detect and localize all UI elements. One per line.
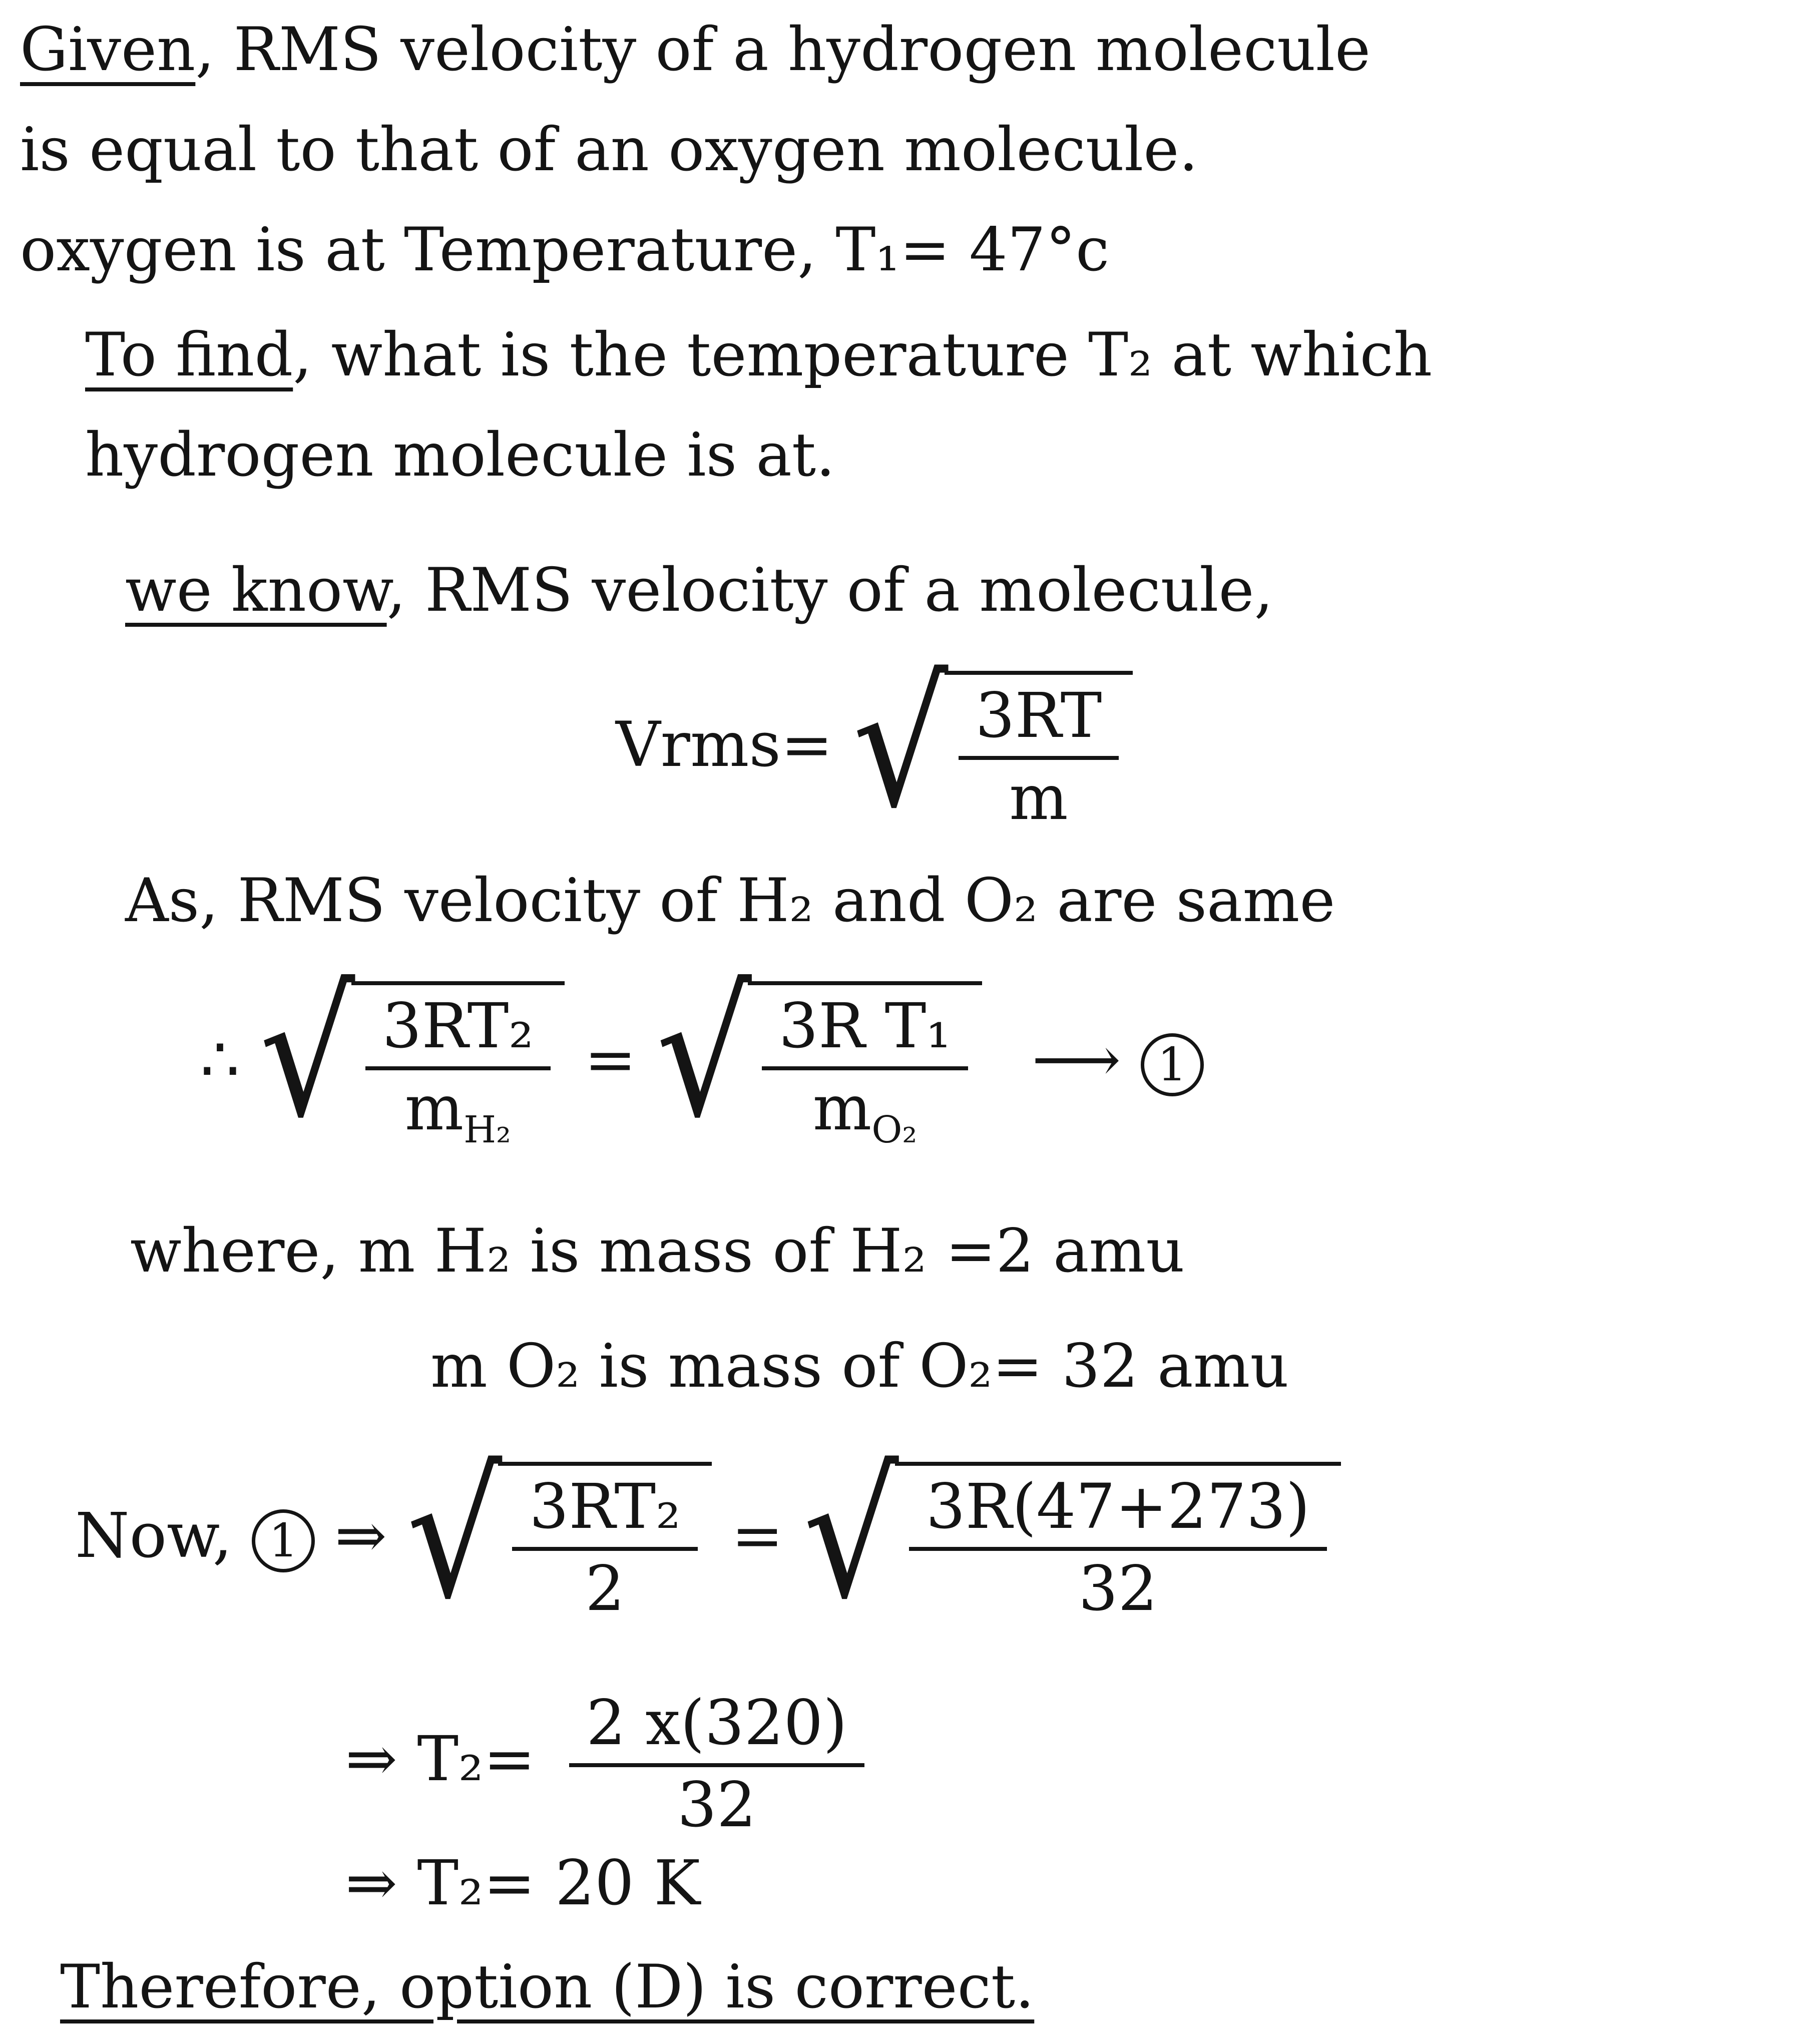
sqrt-sign-icon: √	[259, 954, 355, 1155]
given-heading: Given	[20, 15, 196, 85]
sqrt-sign-icon: √	[406, 1435, 503, 1637]
formula-numerator: 3RT	[959, 685, 1119, 760]
we-know-heading: we know	[125, 556, 387, 625]
implies-icon: ⇒	[345, 1723, 397, 1795]
now-left-numerator: 3RT₂	[512, 1476, 698, 1551]
to-find-line-1-text: , what is the temperature T₂ at which	[293, 320, 1433, 390]
now-right-sqrt	[803, 1435, 1341, 1637]
where-line-2: m O₂ is mass of O₂= 32 amu	[430, 1332, 1289, 1401]
given-line-2: is equal to that of an oxygen molecule.	[20, 115, 1198, 185]
now-left-sqrt	[406, 1435, 712, 1637]
now-left-denominator: 2	[585, 1553, 625, 1625]
step-3-result: ⇒ T₂= 20 K	[345, 1847, 700, 1919]
eq1-equals: =	[584, 1024, 637, 1096]
sqrt-sign-icon: √	[852, 644, 949, 846]
sqrt-sign-icon: √	[803, 1435, 899, 1637]
to-find-line-1	[85, 320, 1433, 390]
conclusion: Therefore, option (D) is correct.	[60, 1952, 1035, 2022]
formula-denominator: m	[1009, 762, 1068, 834]
given-line-1-text: , RMS velocity of a hydrogen molecule	[195, 15, 1371, 85]
sqrt-sign-icon: √	[656, 954, 752, 1155]
now-right-numerator: 3R(47+273)	[909, 1476, 1327, 1551]
now-label: Now,	[75, 1500, 232, 1572]
given-line-1	[20, 15, 1371, 85]
therefore-symbol: ∴	[200, 1024, 240, 1096]
eq1-left-sqrt	[259, 954, 565, 1155]
equation-1	[200, 954, 1204, 1155]
eq1-left-numerator: 3RT₂	[365, 995, 551, 1070]
rms-formula	[616, 644, 1133, 846]
eq1-left-denominator: $m_{H_2}$	[404, 1072, 511, 1152]
implies-icon: ⇒	[334, 1500, 387, 1572]
formula-lhs: Vrms=	[616, 709, 833, 781]
now-right-denominator: 32	[1078, 1553, 1158, 1625]
eq1-right-numerator: 3R T₁	[762, 995, 968, 1070]
formula-sqrt	[852, 644, 1133, 846]
given-line-3: oxygen is at Temperature, T₁= 47°c	[20, 215, 1110, 285]
step-2-denominator: 32	[677, 1769, 756, 1841]
to-find-line-2: hydrogen molecule is at.	[85, 421, 835, 490]
now-equation	[75, 1435, 1341, 1637]
as-line: As, RMS velocity of H₂ and O₂ are same	[125, 866, 1335, 936]
eq1-right-denominator: $m_{O_2}$	[812, 1072, 918, 1152]
to-find-heading: To find	[85, 320, 293, 390]
step-2-lhs: T₂=	[417, 1723, 536, 1795]
right-arrow-icon: ⟶	[1032, 1024, 1121, 1096]
step-2-numerator: 2 x(320)	[569, 1692, 864, 1767]
now-equals: =	[731, 1500, 784, 1572]
equation-tag-1: 1	[1141, 1033, 1204, 1096]
we-know-text: , RMS velocity of a molecule,	[386, 556, 1273, 625]
step-2-equation	[345, 1687, 878, 1841]
where-line-1: where, m H₂ is mass of H₂ =2 amu	[130, 1216, 1185, 1286]
we-know-line	[125, 556, 1273, 625]
equation-tag-1-ref: 1	[252, 1509, 315, 1572]
eq1-right-sqrt	[656, 954, 982, 1155]
